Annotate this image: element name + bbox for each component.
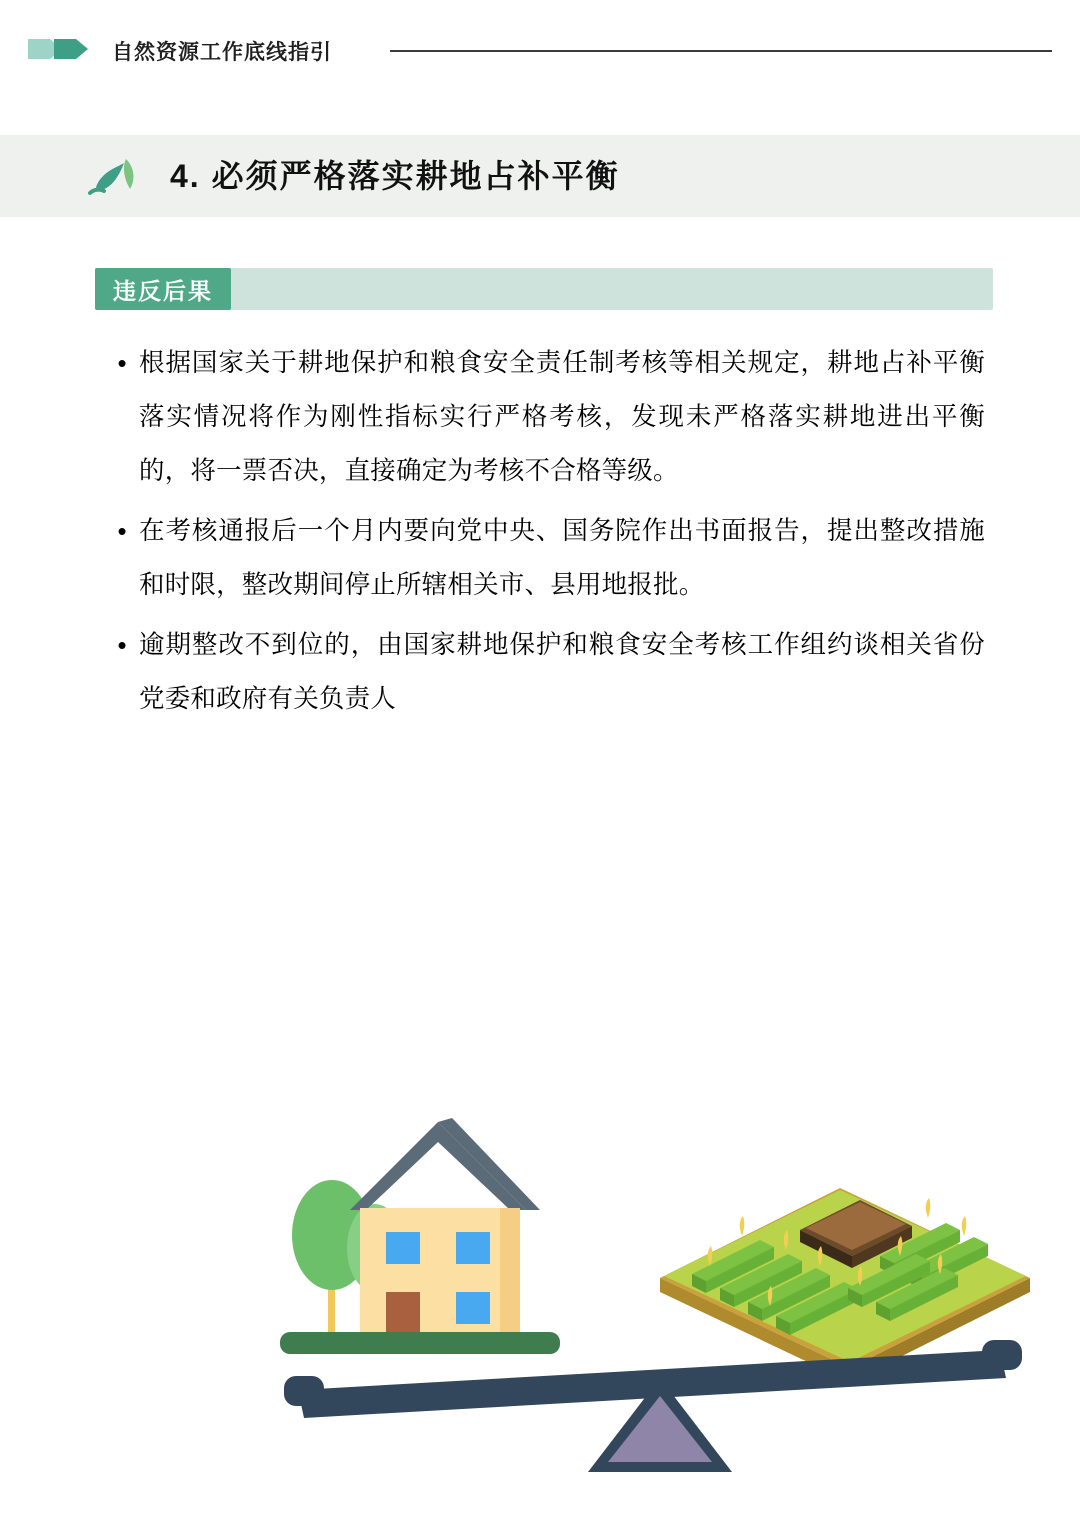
section-title-band [0,135,1080,217]
bullet-marker: • [117,516,127,546]
balance-scale-illustration [240,1060,1050,1480]
section-heading: 4. 必须严格落实耕地占补平衡 [170,158,620,194]
violation-consequence-tag: 违反后果 [95,268,231,310]
consequence-list [105,336,985,732]
leaf-icon [88,153,158,201]
list-item [105,336,985,498]
list-item [105,504,985,612]
bullet-marker: • [117,348,127,378]
house-group [350,1118,540,1338]
left-pan [280,1332,560,1354]
list-item-text: 根据国家关于耕地保护和粮食安全责任制考核等相关规定，耕地占补平衡落实情况将作为刚性指标实行严格考核，发现未严格落实耕地进出平衡的，将一票否决，直接确定为考核不合格等级。 [139,348,985,485]
page-title: 自然资源工作底线指引 [112,41,332,64]
list-item-text: 逾期整改不到位的，由国家耕地保护和粮食安全考核工作组约谈相关省份党委和政府有关负责人 [139,630,985,713]
header-divider [390,50,1052,52]
double-chevron-icon [28,36,98,62]
list-item [105,618,985,726]
list-item-text: 在考核通报后一个月内要向党中央、国务院作出书面报告，提出整改措施和时限，整改期间停止所辖相关市、县用地报批。 [139,516,985,599]
page-header [0,28,1080,76]
bullet-marker: • [117,630,127,660]
